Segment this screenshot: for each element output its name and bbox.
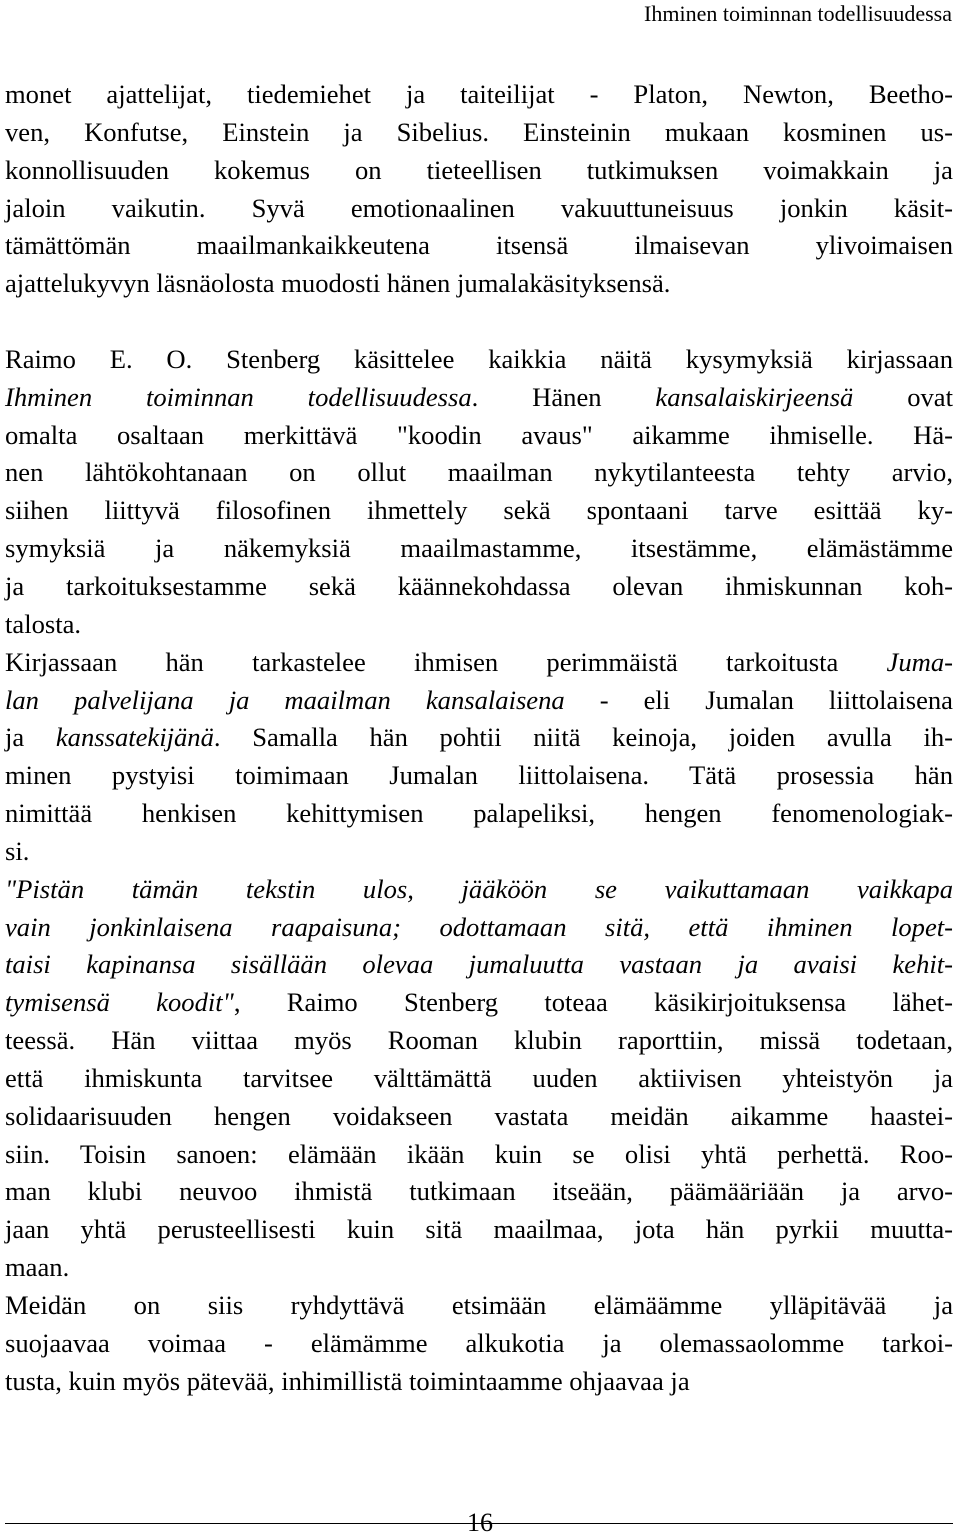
- text-span: tämättömän maailmankaikkeutena itsensä ilmaisevan ylivoimaisen: [5, 230, 953, 261]
- text-span: . Samalla hän pohtii niitä keinoja, joiden avulla ih-: [213, 722, 953, 753]
- text-line: [5, 76, 953, 114]
- text-span: talosta.: [5, 608, 82, 639]
- paragraph: [5, 341, 953, 644]
- text-line: [5, 909, 953, 947]
- italic-text: kanssatekijänä: [55, 722, 214, 753]
- text-span: siihen liittyvä filosofinen ihmettely sekä spontaani tarve esittää ky-: [5, 495, 953, 526]
- text-span: nimittää henkisen kehittymisen palapeliksi, hengen fenomenologiak-: [5, 798, 953, 829]
- text-span: . Hänen: [471, 381, 656, 412]
- text-line: [5, 152, 953, 190]
- text-line: [5, 795, 953, 833]
- text-span: ja tarkoituksestamme sekä käännekohdassa olevan ihmiskunnan koh-: [5, 570, 953, 601]
- text-line: [5, 530, 953, 568]
- text-line: [5, 1363, 953, 1401]
- text-span: Meidän on siis ryhdyttävä etsimään elämäämme ylläpitävää ja: [5, 1290, 953, 1320]
- paragraph: [5, 644, 953, 871]
- text-span: teessä. Hän viittaa myös Rooman klubin raporttiin, missä todetaan,: [5, 1025, 953, 1056]
- text-span: jaloin vaikutin. Syvä emotionaalinen vakuuttuneisuus jonkin käsit-: [5, 192, 953, 223]
- text-line: [5, 1287, 953, 1325]
- text-line: [5, 379, 953, 417]
- text-span: siin. Toisin sanoen: elämään ikään kuin se olisi yhtä perhettä. Roo-: [5, 1138, 953, 1169]
- italic-text: Ihminen toiminnan todellisuudessa: [5, 381, 472, 412]
- text-line: [5, 190, 953, 228]
- italic-text: lan palvelijana ja maailman kansalaisena: [5, 684, 565, 715]
- paragraph: [5, 1287, 953, 1401]
- text-span: konnollisuuden kokemus on tieteellisen tutkimuksen voimakkain ja: [5, 154, 953, 185]
- text-span: monet ajattelijat, tiedemiehet ja taiteilijat - Platon, Newton, Beetho-: [5, 79, 953, 109]
- text-line: [5, 644, 953, 682]
- text-span: ja: [5, 722, 56, 753]
- text-line: [5, 454, 953, 492]
- italic-text: tymisensä koodit": [5, 987, 234, 1018]
- text-line: [5, 227, 953, 265]
- text-line: [5, 1325, 953, 1363]
- text-line: [5, 1211, 953, 1249]
- text-span: suojaavaa voimaa - elämämme alkukotia ja olemassaolomme tarkoi-: [5, 1327, 953, 1358]
- text-span: - eli Jumalan liittolaisena: [564, 684, 953, 715]
- text-span: jaan yhtä perusteellisesti kuin sitä maailmaa, jota hän pyrkii muutta-: [5, 1214, 953, 1245]
- text-line: [5, 1173, 953, 1211]
- text-span: ovat: [853, 381, 953, 412]
- text-span: omalta osaltaan merkittävä "koodin avaus" aikamme ihmiselle. Hä-: [5, 419, 953, 450]
- text-span: solidaarisuuden hengen voidakseen vastata meidän aikamme haastei-: [5, 1100, 953, 1131]
- paragraph: [5, 76, 953, 303]
- text-span: että ihmiskunta tarvitsee välttämättä uuden aktiivisen yhteistyön ja: [5, 1062, 953, 1093]
- text-span: ajattelukyvyn läsnäolosta muodosti hänen jumalakäsityksensä.: [5, 268, 671, 299]
- text-span: Raimo E. O. Stenberg käsittelee kaikkia näitä kysymyksiä kirjassaan: [5, 343, 953, 374]
- text-line: [5, 719, 953, 757]
- text-line: [5, 265, 953, 303]
- text-line: [5, 1060, 953, 1098]
- text-line: [5, 492, 953, 530]
- text-line: [5, 833, 953, 871]
- italic-text: Juma-: [886, 646, 953, 677]
- text-span: minen pystyisi toimimaan Jumalan liittolaisena. Tätä prosessia hän: [5, 760, 953, 791]
- text-span: nen lähtökohtanaan on ollut maailman nykytilanteesta tehty arvio,: [5, 457, 953, 488]
- text-line: [5, 871, 953, 909]
- page-number: 16: [467, 1508, 493, 1537]
- text-line: [5, 568, 953, 606]
- text-span: Kirjassaan hän tarkastelee ihmisen perimmäistä tarkoitusta: [5, 646, 887, 677]
- text-line: [5, 417, 953, 455]
- text-line: [5, 114, 953, 152]
- text-span: tusta, kuin myös pätevää, inhimillistä toimintaamme ohjaavaa ja: [5, 1365, 690, 1396]
- text-line: [5, 1098, 953, 1136]
- text-span: symyksiä ja näkemyksiä maailmastamme, itsestämme, elämästämme: [5, 533, 953, 564]
- italic-text: "Pistän tämän tekstin ulos, jääköön se vaikuttamaan vaikkapa: [5, 873, 953, 904]
- text-line: [5, 946, 953, 984]
- text-span: maan.: [5, 1252, 70, 1283]
- text-span: si.: [5, 835, 30, 866]
- text-span: man klubi neuvoo ihmistä tutkimaan itseään, päämääriään ja arvo-: [5, 1176, 953, 1207]
- running-header: Ihminen toiminnan todellisuudessa: [644, 1, 952, 26]
- text-line: [5, 1136, 953, 1174]
- paragraph: [5, 871, 953, 1287]
- italic-text: kansalaiskirjeensä: [655, 381, 854, 412]
- body-text: [5, 76, 953, 1401]
- text-span: , Raimo Stenberg toteaa käsikirjoituksensa lähet-: [233, 987, 953, 1018]
- paragraph-gap: [5, 303, 953, 341]
- text-line: [5, 984, 953, 1022]
- text-line: [5, 341, 953, 379]
- italic-text: taisi kapinansa sisällään olevaa jumaluutta vastaan ja avaisi kehit-: [5, 949, 953, 980]
- text-line: [5, 606, 953, 644]
- text-span: ven, Konfutse, Einstein ja Sibelius. Einsteinin mukaan kosminen us-: [5, 116, 953, 147]
- italic-text: vain jonkinlaisena raapaisuna; odottamaan sitä, että ihminen lopet-: [5, 911, 953, 942]
- text-line: [5, 1249, 953, 1287]
- text-line: [5, 682, 953, 720]
- text-line: [5, 757, 953, 795]
- text-line: [5, 1022, 953, 1060]
